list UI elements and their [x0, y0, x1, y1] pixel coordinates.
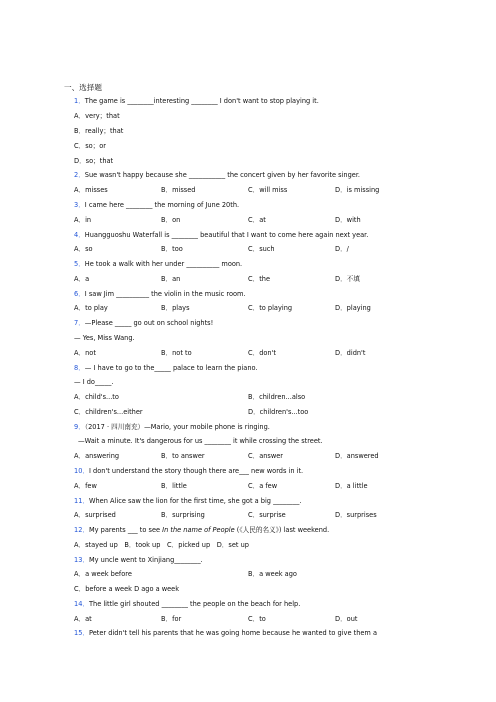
question-8-reply: — I do_____. — [74, 378, 114, 386]
question-number: 3． — [74, 201, 85, 209]
option-4b[interactable]: B．too — [161, 245, 183, 253]
option-2a[interactable]: A．misses — [74, 186, 108, 194]
question-text: He took a walk with her under __________ moon. — [84, 260, 243, 268]
option-8d[interactable]: D．children's...too — [248, 408, 309, 416]
option-11a[interactable]: A．surprised — [74, 511, 116, 519]
question-7 — [74, 319, 213, 327]
question-1 — [74, 97, 319, 105]
option-6a[interactable]: A．to play — [74, 304, 108, 312]
option-14c[interactable]: C．to — [248, 615, 266, 623]
question-number: 4． — [74, 231, 85, 239]
question-text-start: My parents ___ to see — [88, 526, 163, 534]
question-text: — I have to go to the_____ palace to learn the piano. — [84, 364, 258, 372]
option-3a[interactable]: A．in — [74, 216, 92, 224]
option-3d[interactable]: D．with — [335, 216, 361, 224]
question-text: —Please _____ go out on school nights! — [84, 319, 214, 327]
option-7b[interactable]: B．not to — [161, 349, 192, 357]
option-4a[interactable]: A．so — [74, 245, 93, 253]
option-5b[interactable]: B．an — [161, 275, 181, 283]
question-number: 12． — [74, 526, 89, 534]
question-9-reply: —Wait a minute. It's dangerous for us ________ it while crossing the street. — [78, 437, 323, 445]
option-10c[interactable]: C．a few — [248, 482, 278, 490]
question-text-end: (《人民的名义》) last weekend. — [234, 526, 330, 534]
question-text: Peter didn't tell his parents that he was going home because he wanted to give them a — [88, 629, 377, 637]
question-2 — [74, 171, 360, 179]
question-text: Huangguoshu Waterfall is ________ beautiful that I want to come here again next year. — [84, 231, 369, 239]
option-9d[interactable]: D．answered — [335, 452, 379, 460]
question-4 — [74, 231, 368, 239]
option-3b[interactable]: B．on — [161, 216, 181, 224]
option-3c[interactable]: C．at — [248, 216, 266, 224]
option-14d[interactable]: D．out — [335, 615, 358, 623]
option-13a[interactable]: A．a week before — [74, 570, 132, 578]
option-9a[interactable]: A．answering — [74, 452, 120, 460]
option-8b[interactable]: B．children...also — [248, 393, 306, 401]
section-title: 一、选择题 — [64, 83, 102, 92]
option-7d[interactable]: D．didn't — [335, 349, 366, 357]
option-5a[interactable]: A．a — [74, 275, 90, 283]
option-14b[interactable]: B．for — [161, 615, 182, 623]
option-5c[interactable]: C．the — [248, 275, 271, 283]
option-4d[interactable]: D．/ — [335, 245, 349, 253]
question-number: 8． — [74, 364, 85, 372]
question-12 — [74, 526, 329, 534]
question-text: My uncle went to Xinjiang________. — [88, 556, 203, 564]
question-15 — [74, 629, 377, 637]
option-2d[interactable]: D．is missing — [335, 186, 380, 194]
option-8c[interactable]: C．children's...either — [74, 408, 143, 416]
question-10 — [74, 467, 303, 475]
option-11d[interactable]: D．surprises — [335, 511, 377, 519]
question-13 — [74, 556, 203, 564]
question-number: 9． — [74, 423, 85, 431]
option-8a[interactable]: A．child's...to — [74, 393, 119, 401]
option-6b[interactable]: B．plays — [161, 304, 190, 312]
option-2c[interactable]: C．will miss — [248, 186, 288, 194]
movie-title: In the name of People — [162, 526, 235, 534]
question-number: 1． — [74, 97, 85, 105]
option-14a[interactable]: A．at — [74, 615, 92, 623]
option-7c[interactable]: C．don't — [248, 349, 276, 357]
question-5 — [74, 260, 242, 268]
option-11b[interactable]: B．surprising — [161, 511, 205, 519]
option-9b[interactable]: B．to answer — [161, 452, 205, 460]
option-7a[interactable]: A．not — [74, 349, 96, 357]
question-text: I came here ________ the morning of June 20th. — [84, 201, 240, 209]
option-10b[interactable]: B．little — [161, 482, 187, 490]
question-text: The little girl shouted ________ the people on the beach for help. — [88, 600, 301, 608]
question-number: 7． — [74, 319, 85, 327]
question-number: 14． — [74, 600, 89, 608]
question-text: I saw Jim __________ the violin in the music room. — [84, 290, 246, 298]
option-5d[interactable]: D．不填 — [335, 275, 360, 283]
option-10a[interactable]: A．few — [74, 482, 97, 490]
option-9c[interactable]: C．answer — [248, 452, 284, 460]
option-12-row[interactable]: A．stayed up B．took up C．picked up D．set up — [74, 541, 249, 549]
option-2b[interactable]: B．missed — [161, 186, 196, 194]
question-8 — [74, 364, 258, 372]
question-9 — [74, 423, 270, 431]
option-1a[interactable]: A．very；that — [74, 112, 120, 120]
question-text: When Alice saw the lion for the first time, she got a big ________. — [88, 497, 302, 505]
option-13cd[interactable]: C．before a week D ago a week — [74, 585, 180, 593]
option-1b[interactable]: B．really；that — [74, 127, 124, 135]
option-6c[interactable]: C．to playing — [248, 304, 293, 312]
question-number: 15． — [74, 629, 89, 637]
option-6d[interactable]: D．playing — [335, 304, 371, 312]
question-text: Sue wasn't happy because she ___________ the concert given by her favorite singer. — [84, 171, 361, 179]
option-13b[interactable]: B．a week ago — [248, 570, 297, 578]
question-7-reply: — Yes, Miss Wang. — [74, 334, 135, 342]
question-number: 6． — [74, 290, 85, 298]
question-number: 2． — [74, 171, 85, 179]
question-11 — [74, 497, 302, 505]
question-text: The game is ________interesting ________ I don't want to stop playing it. — [84, 97, 319, 105]
option-11c[interactable]: C．surprise — [248, 511, 286, 519]
option-4c[interactable]: C．such — [248, 245, 275, 253]
question-number: 13． — [74, 556, 89, 564]
option-1c[interactable]: C．so；or — [74, 142, 107, 150]
question-number: 11． — [74, 497, 89, 505]
question-3 — [74, 201, 239, 209]
question-number: 5． — [74, 260, 85, 268]
question-text: （2017 · 四川南充）—Mario, your mobile phone is ringing. — [84, 423, 270, 431]
option-10d[interactable]: D．a little — [335, 482, 368, 490]
question-text: I don't understand the story though there are___ new words in it. — [88, 467, 304, 475]
question-number: 10． — [74, 467, 89, 475]
question-14 — [74, 600, 300, 608]
option-1d[interactable]: D．so；that — [74, 157, 114, 165]
question-6 — [74, 290, 246, 298]
